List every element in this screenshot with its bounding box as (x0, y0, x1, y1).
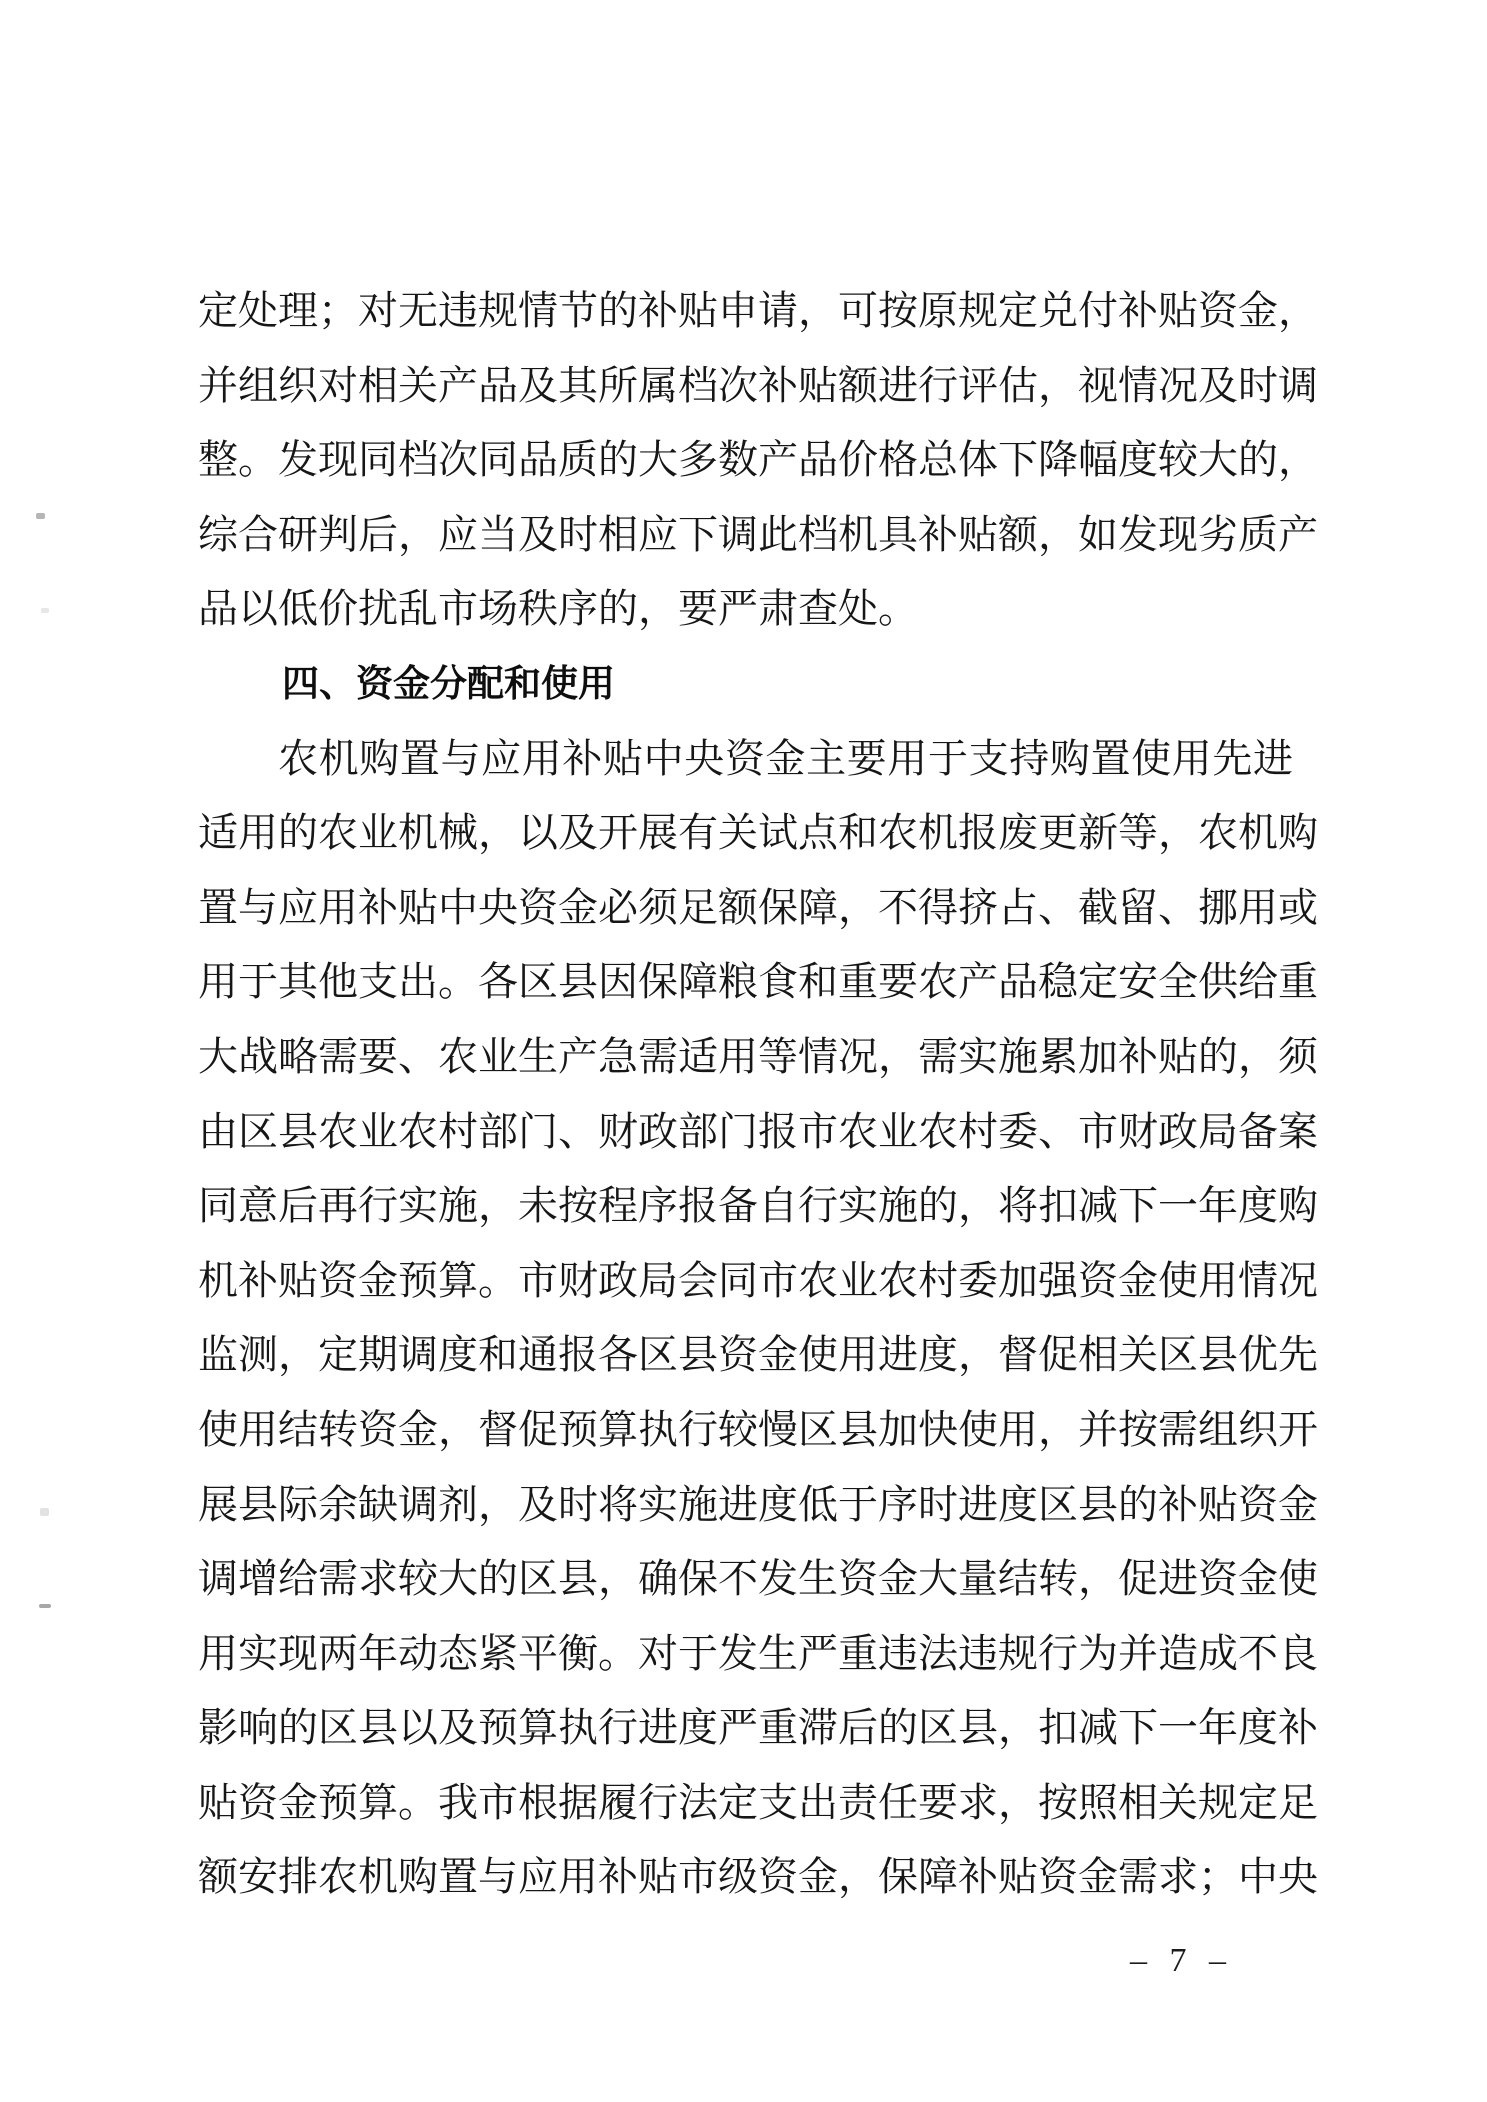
text-line: 使 用 结 转 资 金 ， 督 促 预 算 执 行 较 慢 区 县 加 快 使 用 ， 并 按 需 组 织 开 (198, 1406, 1318, 1452)
text-line: 同 意 后 再 行 实 施 ， 未 按 程 序 报 备 自 行 实 施 的 ， 将 扣 减 下 一 年 度 购 (198, 1183, 1318, 1229)
text-line: 品以低价扰乱市场秩序的，要严肃查处。 (198, 586, 918, 632)
text-line: 定 处 理 ； 对 无 违 规 情 节 的 补 贴 申 请 ， 可 按 原 规 定 兑 付 补 贴 资 金 ， (198, 288, 1318, 333)
text-line: 并 组 织 对 相 关 产 品 及 其 所 属 档 次 补 贴 额 进 行 评 估 ， 视 情 况 及 时 调 (198, 362, 1318, 408)
text-line: 调 增 给 需 求 较 大 的 区 县 ， 确 保 不 发 生 资 金 大 量 结 转 ， 促 进 资 金 使 (198, 1556, 1318, 1602)
text-line: 农 机 购 置 与 应 用 补 贴 中 央 资 金 主 要 用 于 支 持 购 置 使 用 先 进 (278, 735, 1293, 781)
text-line: 贴 资 金 预 算 。 我 市 根 据 履 行 法 定 支 出 责 任 要 求 ， 按 照 相 关 规 定 足 (198, 1779, 1318, 1825)
text-line: 置 与 应 用 补 贴 中 央 资 金 必 须 足 额 保 障 ， 不 得 挤 占 、 截 留 、 挪 用 或 (198, 884, 1318, 930)
text-line: 用 实 现 两 年 动 态 紧 平 衡 。 对 于 发 生 严 重 违 法 违 规 行 为 并 造 成 不 良 (198, 1630, 1318, 1676)
section-heading: 四、资金分配和使用 (282, 662, 615, 704)
text-line: 大 战 略 需 要 、 农 业 生 产 急 需 适 用 等 情 况 ， 需 实 施 累 加 补 贴 的 ， 须 (198, 1033, 1318, 1079)
text-line: 由 区 县 农 业 农 村 部 门 、 财 政 部 门 报 市 农 业 农 村 委 、 市 财 政 局 备 案 (198, 1108, 1318, 1154)
text-line: 监 测 ， 定 期 调 度 和 通 报 各 区 县 资 金 使 用 进 度 ， 督 促 相 关 区 县 优 先 (198, 1332, 1318, 1378)
scan-speck (40, 1508, 49, 1516)
scan-speck (39, 1604, 51, 1608)
text-line: 整 。 发 现 同 档 次 同 品 质 的 大 多 数 产 品 价 格 总 体 下 降 幅 度 较 大 的 ， (198, 437, 1318, 483)
scan-speck (41, 608, 49, 613)
scan-speck (36, 513, 45, 519)
text-line: 机 补 贴 资 金 预 算 。 市 财 政 局 会 同 市 农 业 农 村 委 加 强 资 金 使 用 情 况 (198, 1257, 1318, 1303)
text-line: 展 县 际 余 缺 调 剂 ， 及 时 将 实 施 进 度 低 于 序 时 进 度 区 县 的 补 贴 资 金 (198, 1481, 1318, 1527)
page-number: – 7 – (1130, 1942, 1233, 1979)
text-line: 综 合 研 判 后 ， 应 当 及 时 相 应 下 调 此 档 机 具 补 贴 额 ， 如 发 现 劣 质 产 (198, 511, 1318, 557)
text-line: 用 于 其 他 支 出 。 各 区 县 因 保 障 粮 食 和 重 要 农 产 品 稳 定 安 全 供 给 重 (198, 959, 1318, 1005)
text-line: 适 用 的 农 业 机 械 ， 以 及 开 展 有 关 试 点 和 农 机 报 废 更 新 等 ， 农 机 购 (198, 810, 1318, 856)
text-line: 影 响 的 区 县 以 及 预 算 执 行 进 度 严 重 滞 后 的 区 县 ， 扣 减 下 一 年 度 补 (198, 1705, 1318, 1751)
text-line: 额 安 排 农 机 购 置 与 应 用 补 贴 市 级 资 金 ， 保 障 补 贴 资 金 需 求 ； 中 央 (198, 1854, 1318, 1900)
body-text (198, 274, 1318, 1915)
